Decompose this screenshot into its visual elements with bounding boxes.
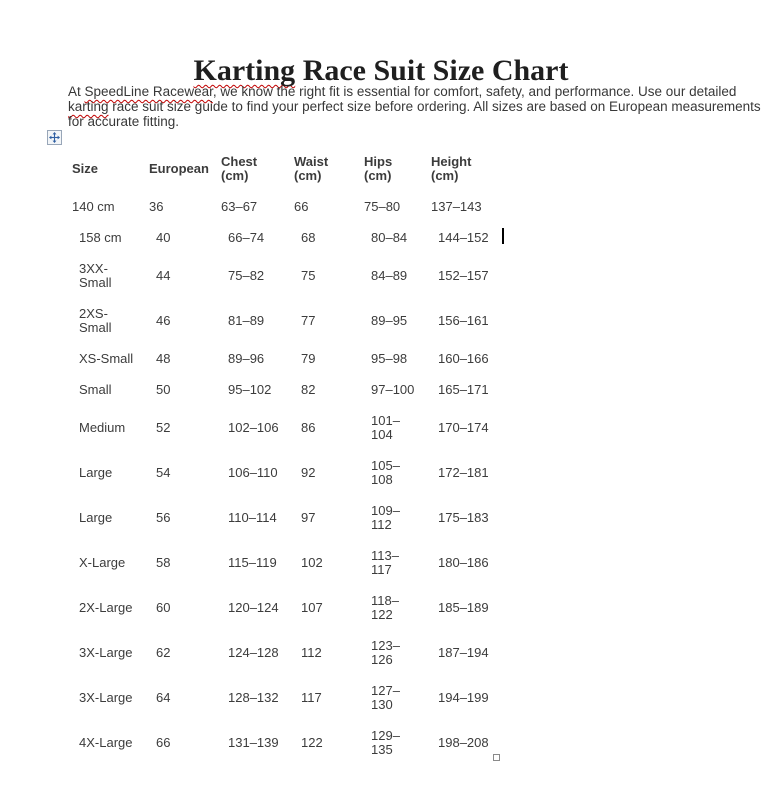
- european-cell[interactable]: 64: [156, 690, 171, 705]
- column-header-chest[interactable]: Chest (cm): [221, 154, 258, 183]
- chest-cell[interactable]: 89–96: [228, 351, 265, 366]
- european-cell[interactable]: 50: [156, 382, 171, 397]
- table-row: [64, 344, 496, 375]
- height-cell[interactable]: 156–161: [438, 313, 489, 328]
- hips-cell[interactable]: 101–104: [371, 413, 400, 442]
- height-cell[interactable]: 160–166: [438, 351, 489, 366]
- size-cell[interactable]: 140 cm: [72, 199, 115, 214]
- size-cell[interactable]: XS-Small: [79, 351, 134, 366]
- european-cell[interactable]: 60: [156, 600, 171, 615]
- table-row: [64, 223, 496, 254]
- european-cell[interactable]: 40: [156, 230, 171, 245]
- size-cell[interactable]: Large: [79, 465, 113, 480]
- hips-cell[interactable]: 113–117: [371, 548, 399, 577]
- size-cell[interactable]: Large: [79, 510, 113, 525]
- table-row: [64, 451, 496, 496]
- hips-cell[interactable]: 75–80: [364, 199, 401, 214]
- height-cell[interactable]: 152–157: [438, 268, 489, 283]
- table-move-handle[interactable]: [47, 130, 62, 145]
- chest-cell[interactable]: 128–132: [228, 690, 279, 705]
- waist-cell[interactable]: 102: [301, 555, 323, 570]
- size-cell[interactable]: Medium: [79, 420, 126, 435]
- height-cell[interactable]: 187–194: [438, 645, 489, 660]
- size-cell[interactable]: X-Large: [79, 555, 126, 570]
- european-cell[interactable]: 66: [156, 735, 171, 750]
- table-row: [64, 375, 496, 406]
- hips-cell[interactable]: 89–95: [371, 313, 408, 328]
- table-row: [64, 541, 496, 586]
- waist-cell[interactable]: 77: [301, 313, 316, 328]
- chest-cell[interactable]: 124–128: [228, 645, 279, 660]
- waist-cell[interactable]: 92: [301, 465, 316, 480]
- intro-line1-rest: , we know the right fit is essential for comfort, safety, and performance. Use our detailed: [212, 84, 737, 99]
- title-misspelled-word: Karting: [193, 54, 296, 88]
- column-header-waist[interactable]: Waist (cm): [294, 154, 329, 183]
- size-chart-table-container: [64, 147, 496, 766]
- waist-cell[interactable]: 68: [301, 230, 316, 245]
- height-cell[interactable]: 180–186: [438, 555, 489, 570]
- waist-cell[interactable]: 117: [301, 690, 322, 705]
- height-cell[interactable]: 137–143: [431, 199, 482, 214]
- size-cell[interactable]: 3X-Large: [79, 690, 133, 705]
- waist-cell[interactable]: 97: [301, 510, 316, 525]
- size-cell[interactable]: 4X-Large: [79, 735, 133, 750]
- title-rest: Race Suit Size Chart: [295, 54, 569, 88]
- waist-cell[interactable]: 112: [301, 645, 322, 660]
- size-table-body: [64, 192, 496, 766]
- european-cell[interactable]: 58: [156, 555, 171, 570]
- table-row: [64, 299, 496, 344]
- size-cell[interactable]: 158 cm: [79, 230, 122, 245]
- european-cell[interactable]: 44: [156, 268, 171, 283]
- chest-cell[interactable]: 106–110: [228, 465, 278, 480]
- height-cell[interactable]: 175–183: [438, 510, 489, 525]
- hips-cell[interactable]: 97–100: [371, 382, 415, 397]
- page-title[interactable]: [0, 54, 762, 88]
- table-row: [64, 631, 496, 676]
- hips-cell[interactable]: 109–112: [371, 503, 400, 532]
- intro-line-1: [68, 84, 737, 99]
- european-cell[interactable]: 48: [156, 351, 171, 366]
- column-header-size[interactable]: Size: [72, 161, 99, 176]
- chest-cell[interactable]: 66–74: [228, 230, 265, 245]
- column-header-european[interactable]: European: [149, 161, 209, 176]
- table-resize-handle[interactable]: [493, 754, 500, 761]
- table-row: [64, 192, 496, 223]
- waist-cell[interactable]: 79: [301, 351, 316, 366]
- size-cell[interactable]: 3XX-Small: [79, 261, 112, 290]
- waist-cell[interactable]: 86: [301, 420, 316, 435]
- european-cell[interactable]: 62: [156, 645, 171, 660]
- chest-cell[interactable]: 81–89: [228, 313, 265, 328]
- intro-line2-rest: race suit size guide to find your perfect size before ordering. All sizes are based on European measurements: [108, 99, 761, 114]
- chest-cell[interactable]: 63–67: [221, 199, 258, 214]
- intro-line1-misspelled: SpeedLine Racewear: [84, 84, 213, 99]
- table-row: [64, 721, 496, 766]
- european-cell[interactable]: 52: [156, 420, 171, 435]
- intro-line1-pre: At: [68, 84, 85, 99]
- hips-cell[interactable]: 80–84: [371, 230, 408, 245]
- table-row: [64, 586, 496, 631]
- height-cell[interactable]: 144–152: [438, 230, 489, 245]
- waist-cell[interactable]: 66: [294, 199, 309, 214]
- height-cell[interactable]: 170–174: [438, 420, 489, 435]
- hips-cell[interactable]: 123–126: [371, 638, 400, 667]
- hips-cell[interactable]: 118–122: [371, 593, 399, 622]
- size-cell[interactable]: 2XS-Small: [79, 306, 112, 335]
- table-row: [64, 676, 496, 721]
- size-chart-table: [64, 147, 496, 766]
- hips-cell[interactable]: 105–108: [371, 458, 400, 487]
- height-cell[interactable]: 198–208: [438, 735, 489, 750]
- height-cell[interactable]: 185–189: [438, 600, 489, 615]
- chest-cell[interactable]: 131–139: [228, 735, 279, 750]
- table-header-row: [64, 147, 496, 192]
- waist-cell[interactable]: 75: [301, 268, 316, 283]
- table-row: [64, 496, 496, 541]
- height-cell[interactable]: 194–199: [438, 690, 489, 705]
- chest-cell[interactable]: 120–124: [228, 600, 279, 615]
- table-row: [64, 406, 496, 451]
- hips-cell[interactable]: 84–89: [371, 268, 408, 283]
- size-cell[interactable]: 3X-Large: [79, 645, 133, 660]
- chest-cell[interactable]: 95–102: [228, 382, 272, 397]
- height-cell[interactable]: 165–171: [438, 382, 489, 397]
- text-cursor: [502, 228, 504, 244]
- table-move-icon: [49, 132, 60, 143]
- column-header-height[interactable]: Height (cm): [431, 154, 472, 183]
- waist-cell[interactable]: 122: [301, 735, 323, 750]
- chest-cell[interactable]: 102–106: [228, 420, 279, 435]
- hips-cell[interactable]: 127–130: [371, 683, 400, 712]
- hips-cell[interactable]: 129–135: [371, 728, 400, 757]
- table-row: [64, 254, 496, 299]
- height-cell[interactable]: 172–181: [438, 465, 489, 480]
- hips-cell[interactable]: 95–98: [371, 351, 408, 366]
- size-cell[interactable]: 2X-Large: [79, 600, 133, 615]
- european-cell[interactable]: 36: [149, 199, 164, 214]
- intro-paragraph[interactable]: [68, 84, 761, 129]
- chest-cell[interactable]: 75–82: [228, 268, 265, 283]
- chest-cell[interactable]: 115–119: [228, 555, 277, 570]
- column-header-hips[interactable]: Hips (cm): [364, 154, 393, 183]
- european-cell[interactable]: 46: [156, 313, 171, 328]
- intro-line-2: [68, 99, 761, 114]
- waist-cell[interactable]: 107: [301, 600, 323, 615]
- size-cell[interactable]: Small: [79, 382, 112, 397]
- european-cell[interactable]: 56: [156, 510, 171, 525]
- european-cell[interactable]: 54: [156, 465, 171, 480]
- intro-line-3: for accurate fitting.: [68, 114, 180, 129]
- intro-line2-misspelled: karting: [68, 99, 109, 114]
- waist-cell[interactable]: 82: [301, 382, 316, 397]
- chest-cell[interactable]: 110–114: [228, 510, 277, 525]
